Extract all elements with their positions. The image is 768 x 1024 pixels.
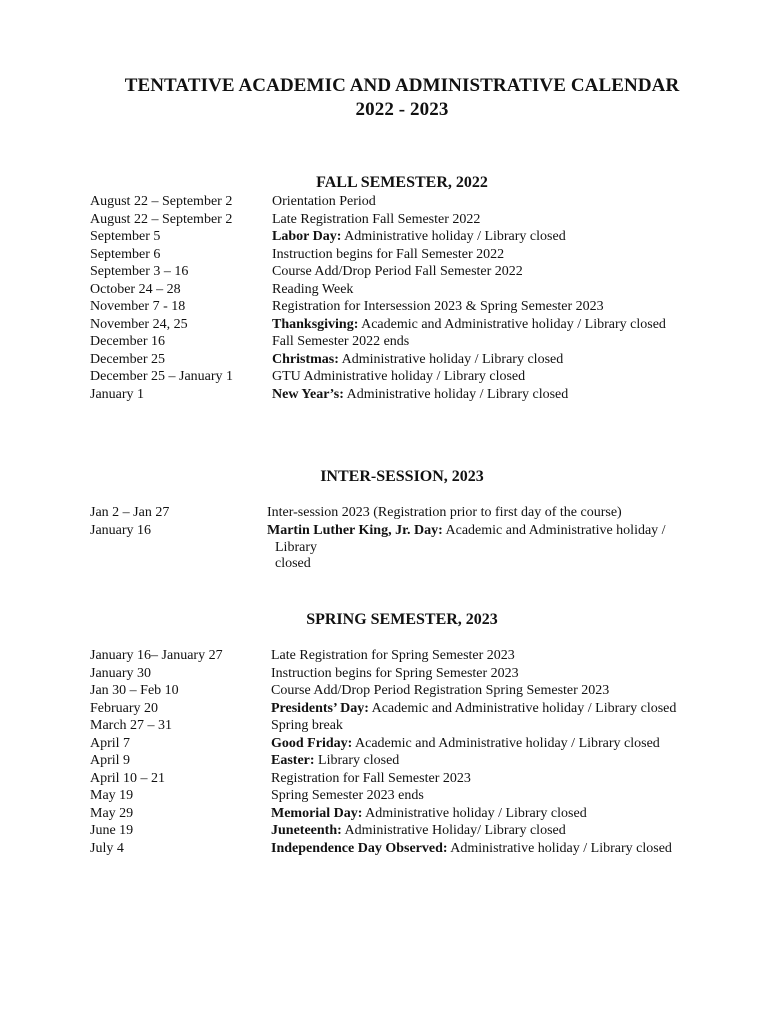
- event-label: Memorial Day:: [271, 805, 363, 821]
- event-description: [272, 194, 376, 210]
- event-label: Thanksgiving:: [272, 316, 359, 332]
- event-text: Fall Semester 2022 ends: [272, 334, 410, 349]
- event-label: New Year’s:: [272, 386, 344, 402]
- event-date: December 25: [90, 351, 166, 367]
- event-description: [271, 736, 660, 752]
- event-text: Course Add/Drop Period Registration Spring Semester 2023: [271, 683, 610, 698]
- event-description: [271, 823, 566, 839]
- event-date: September 6: [90, 246, 161, 262]
- event-description: [271, 806, 587, 822]
- event-text: Administrative holiday / Library closed: [343, 386, 569, 402]
- event-text: Administrative holiday / Library closed: [338, 351, 564, 367]
- event-text: Academic and Administrative holiday / Library closed: [352, 735, 660, 751]
- event-label: Presidents’ Day:: [271, 700, 369, 716]
- event-text: Course Add/Drop Period Fall Semester 2022: [272, 264, 523, 279]
- event-text: Late Registration Fall Semester 2022: [272, 211, 481, 227]
- event-description: [272, 264, 523, 280]
- event-date: September 3 – 16: [90, 264, 189, 279]
- event-date: January 1: [90, 386, 145, 402]
- event-text: Administrative Holiday/ Library closed: [341, 823, 566, 838]
- event-description: [271, 701, 676, 717]
- event-label: Juneteenth:: [271, 823, 342, 838]
- event-date: November 7 - 18: [90, 299, 186, 314]
- document-title: TENTATIVE ACADEMIC AND ADMINISTRATIVE CALENDAR: [124, 75, 680, 96]
- event-date: January 30: [90, 665, 152, 681]
- event-date: Jan 2 – Jan 27: [90, 505, 170, 520]
- event-description: [272, 247, 504, 263]
- event-description: [271, 771, 471, 787]
- event-date: October 24 – 28: [90, 281, 181, 297]
- event-description: [272, 317, 666, 333]
- event-date: May 29: [90, 805, 134, 821]
- event-text: Administrative holiday / Library closed: [447, 840, 672, 856]
- event-text: Academic and Administrative holiday / Library closed: [358, 316, 666, 332]
- event-description: [271, 753, 399, 769]
- event-label: Easter:: [271, 753, 315, 768]
- event-date: August 22 – September 2: [90, 211, 233, 227]
- event-description-continuation: Library closed: [275, 540, 317, 571]
- event-date: March 27 – 31: [90, 718, 173, 733]
- event-date: August 22 – September 2: [90, 194, 233, 209]
- event-text: Administrative holiday / Library closed: [362, 805, 587, 821]
- event-text: Late Registration for Spring Semester 2023: [271, 648, 515, 663]
- event-description: [271, 718, 343, 734]
- event-text: Inter-session 2023 (Registration prior to first day of the course): [267, 505, 622, 520]
- event-text: Registration for Intersession 2023 & Spring Semester 2023: [272, 299, 604, 314]
- event-description: [272, 369, 525, 385]
- event-date: Jan 30 – Feb 10: [90, 683, 179, 698]
- event-label: Labor Day:: [272, 229, 342, 244]
- event-text: Instruction begins for Fall Semester 2022: [272, 246, 505, 262]
- event-label: Independence Day Observed:: [271, 840, 448, 856]
- event-description: [267, 505, 622, 521]
- event-description: [272, 387, 568, 403]
- event-date: April 10 – 21: [90, 770, 166, 786]
- event-description: [272, 229, 566, 245]
- event-text: Administrative holiday / Library closed: [341, 229, 566, 244]
- fall-semester-heading: FALL SEMESTER, 2022: [316, 174, 488, 191]
- event-date: May 19: [90, 788, 134, 803]
- event-text: Library closed: [314, 753, 400, 768]
- event-text: Orientation Period: [272, 194, 376, 209]
- event-description: [272, 212, 480, 228]
- event-date: November 24, 25: [90, 316, 188, 332]
- event-date: January 16– January 27: [90, 648, 223, 663]
- event-date: January 16: [90, 522, 152, 538]
- event-label: Martin Luther King, Jr. Day:: [267, 522, 443, 538]
- inter-session-heading: INTER-SESSION, 2023: [320, 468, 484, 485]
- event-date: June 19: [90, 823, 134, 838]
- event-description: [271, 648, 515, 664]
- event-date: April 7: [90, 735, 131, 751]
- event-text: Academic and Administrative holiday / Library closed: [368, 700, 677, 716]
- document-year: 2022 - 2023: [355, 99, 449, 120]
- event-description: [272, 334, 409, 350]
- event-date: December 25 – January 1: [90, 369, 234, 384]
- event-date: July 4: [90, 840, 124, 856]
- event-description: [271, 841, 672, 857]
- event-description: [271, 788, 424, 804]
- event-description: [272, 299, 604, 315]
- event-text: Reading Week: [272, 281, 354, 297]
- event-description: [272, 352, 563, 368]
- event-date: December 16: [90, 334, 166, 349]
- event-description: [272, 282, 353, 298]
- event-text: Registration for Fall Semester 2023: [271, 770, 471, 786]
- event-label: Christmas:: [272, 351, 339, 367]
- event-text: GTU Administrative holiday / Library closed: [272, 369, 526, 384]
- event-label: Good Friday:: [271, 735, 353, 751]
- spring-semester-heading: SPRING SEMESTER, 2023: [306, 611, 498, 628]
- event-text: Instruction begins for Spring Semester 2023: [271, 665, 519, 681]
- event-description: [271, 683, 609, 699]
- event-description: [267, 523, 666, 539]
- event-date: September 5: [90, 229, 161, 244]
- event-text: Spring break: [271, 718, 343, 733]
- event-date: April 9: [90, 753, 131, 768]
- event-text: Spring Semester 2023 ends: [271, 788, 424, 803]
- event-description: [271, 666, 519, 682]
- event-date: February 20: [90, 700, 159, 716]
- event-text: Academic and Administrative holiday /: [442, 522, 666, 538]
